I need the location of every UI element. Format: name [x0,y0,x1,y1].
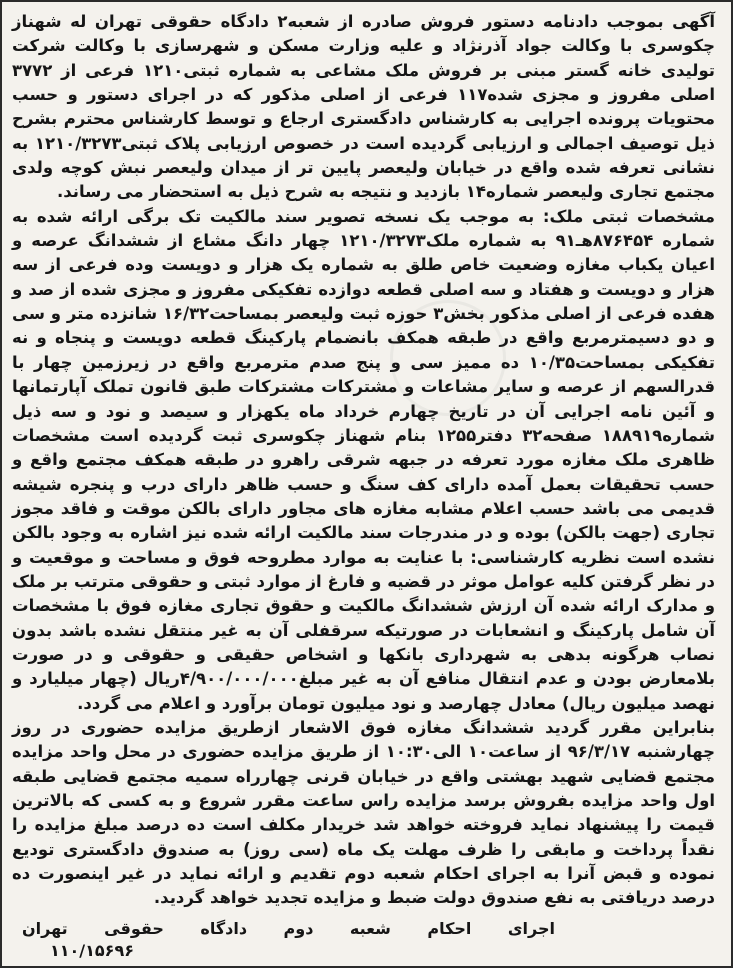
signoff-word: تهران [22,919,68,938]
case-number: ۱۱۰/۱۵۶۹۶ [50,941,134,960]
signoff-word: شعبه [349,919,391,938]
signoff-word: دادگاه [200,919,248,938]
signoff-word: حقوقی [104,919,164,938]
signoff-word: اجرای [507,919,555,938]
auction-terms-paragraph: بنابراین مقرر گردید ششدانگ مغازه فوق الاشعار ازطریق مزایده حضوری در روز چهارشنبه ۹۶/۳/۱۷ از ساعت۱۰ الی۱۰:۳۰ از طریق مزایده حضوری در محل واحد مزایده مجتمع قضایی شهید بهشتی واقع در خیابان قرنی چهارراه سمیه مجتمع قضایی طبقه اول واحد مزایده بفروش برسد مزایده راس ساعت مقرر شروع و به کسی که بالاترین قیمت را پیشنهاد نماید فروخته خواهد شد خریدار مکلف است ده درصد مبلغ مزایده را نقداً پرداخت و مابقی را ظرف مهلت یک ماه (سی روز) به صندوق دادگستری تودیع نموده و قبض آنرا به اجرای احکام شعبه دوم تقدیم و ارائه نماید در غیر اینصورت ده درصد دریافتی به نفع صندوق دولت ضبط و مزایده تجدید خواهد گردید. [12,717,715,908]
property-details-paragraph: مشخصات ثبتی ملک: به موجب یک نسخه تصویر سند مالکیت تک برگی ارائه شده به شماره ۸۷۶۴۵۴هـ۹۱ به شماره ملک۱۲۱۰/۳۲۷۳ چهار دانگ مشاع از ششدانگ عرصه و اعیان یکباب مغازه وضعیت خاص طلق به شماره یک هزار و دویست وده فرعی از سه هزار و دویست و هفتاد و سه اصلی قطعه دوازده تفکیکی مفروز و مجزی شده از صد و هفده فرعی از اصلی مذکور بخش۳ حوزه ثبت ولیعصر بمساحت۱۶/۳۲ شانزده متر و سی و دو دسیمترمربع واقع در طبقه همکف بانضمام پارکینگ قطعه دویست و پنجاه و نه تفکیکی بمساحت۱۰/۳۵ ده ممیز سی و پنج صدم مترمربع واقع در زیرزمین چهار با قدرالسهم از عرصه و سایر مشاعات و مشترکات مشترکات طبق قانون تملک آپارتمانها و آئین نامه اجرایی آن در تاریخ چهارم خرداد ماه یکهزار و سیصد و نود و سه ذیل شماره۱۸۸۹۱۹ صفحه۳۲ دفتر۱۲۵۵ بنام شهناز چکوسری ثبت گردیده است مشخصات ظاهری ملک مغازه مورد تعرفه در جبهه شرقی راهرو در طبقه همکف مجتمع واقع و حسب تحقیقات بعمل آمده دارای کف سنگ و حسب ظاهر دارای درب و پنجره شیشه قدیمی می باشد حسب اعلام مشابه مغازه های مجاور دارای بالکن موقت و فاقد مجوز تجاری (جهت بالکن) بوده و در مندرجات سند مالکیت ارائه شده نیز اشاره به وجود بالکن نشده است نظریه کارشناسی: با عنایت به موارد مطروحه فوق و مساحت و موقعیت و در نظر گرفتن کلیه عوامل موثر در قضیه و فارغ از موارد ثبتی و حقوقی مترتب بر ملک و مدارک ارائه شده آن ارزش ششدانگ مالکیت و حقوق تجاری مغازه فوق با مشخصات آن شامل پارکینگ و انشعابات در صورتیکه سرقفلی آن به غیر منتقل نشده باشد بدون نصاب هرگونه بدهی به شهرداری بانکها و اشخاص حقیقی و حقوقی و در صورت بلامعارض بودن و عدم انتقال منافع آن به غیر مبلغ۴/۹۰۰/۰۰۰/۰۰۰ریال (چهار میلیارد و نهصد میلیون ریال) معادل چهارصد و نود میلیون تومان برآورد و اعلام می گردد. [12,206,715,713]
notice-intro-paragraph: آگهی بموجب دادنامه دستور فروش صادره از شعبه۲ دادگاه حقوقی تهران له شهناز چکوسری با وکالت جواد آذرنژاد و علیه وزارت مسکن و شهرسازی با وکالت شرکت تولیدی خانه گستر مبنی بر فروش ملک مشاعی به شماره ثبتی۱۲۱۰ فرعی از ۳۷۷۲ اصلی مفروز و مجزی شده۱۱۷ فرعی از اصلی مذکور که در اجرای دستور و حسب محتویات پرونده اجرایی به کارشناس دادگستری ارجاع و توسط کارشناس محترم بشرح ذیل توصیف اجمالی و ارزیابی گردیده است در خصوص ارزیابی پلاک ثبتی۱۲۱۰/۳۲۷۳ به نشانی تعرفه شده واقع در خیابان ولیعصر پایین تر از میدان ولیعصر نبش کوچه ولدی مجتمع تجاری ولیعصر شماره۱۴ بازدید و نتیجه به شرح ذیل به استحضار می رساند. [12,12,716,202]
issuing-authority [22,918,705,940]
signoff-word: دوم [283,919,314,938]
signoff-word: احکام [427,919,472,938]
notice-footer [22,918,705,962]
